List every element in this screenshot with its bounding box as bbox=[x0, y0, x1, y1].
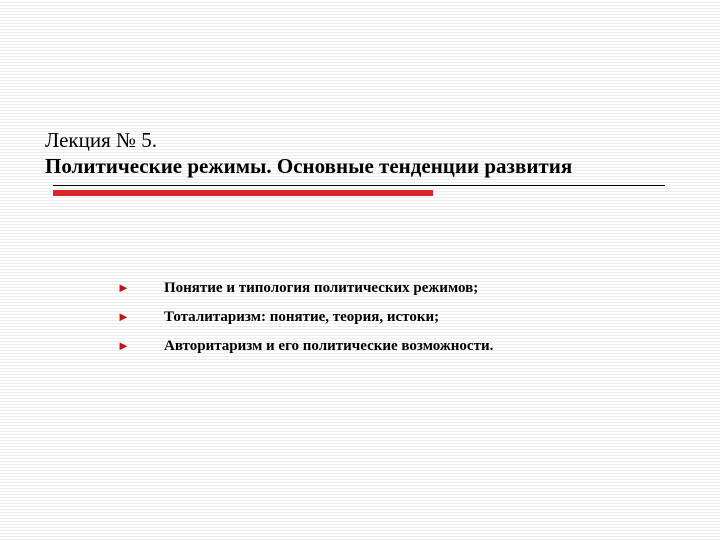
title-underline bbox=[53, 185, 665, 186]
list-item bbox=[117, 302, 677, 331]
list-item-text: Понятие и типология политических режимов; bbox=[164, 279, 479, 296]
lecture-number: Лекция № 5. bbox=[45, 128, 158, 152]
list-item bbox=[117, 331, 677, 360]
right-triangle-icon: ► bbox=[117, 280, 130, 295]
right-triangle-icon: ► bbox=[117, 338, 130, 353]
list-item bbox=[117, 273, 677, 302]
topic-list bbox=[117, 273, 677, 360]
list-item-text: Авторитаризм и его политические возможности. bbox=[164, 337, 494, 354]
list-item-text: Тоталитаризм: понятие, теория, истоки; bbox=[164, 308, 440, 325]
title-accent-bar bbox=[53, 190, 433, 196]
lecture-title: Политические режимы. Основные тенденции развития bbox=[45, 154, 573, 178]
slide-title bbox=[45, 127, 685, 179]
right-triangle-icon: ► bbox=[117, 309, 130, 324]
